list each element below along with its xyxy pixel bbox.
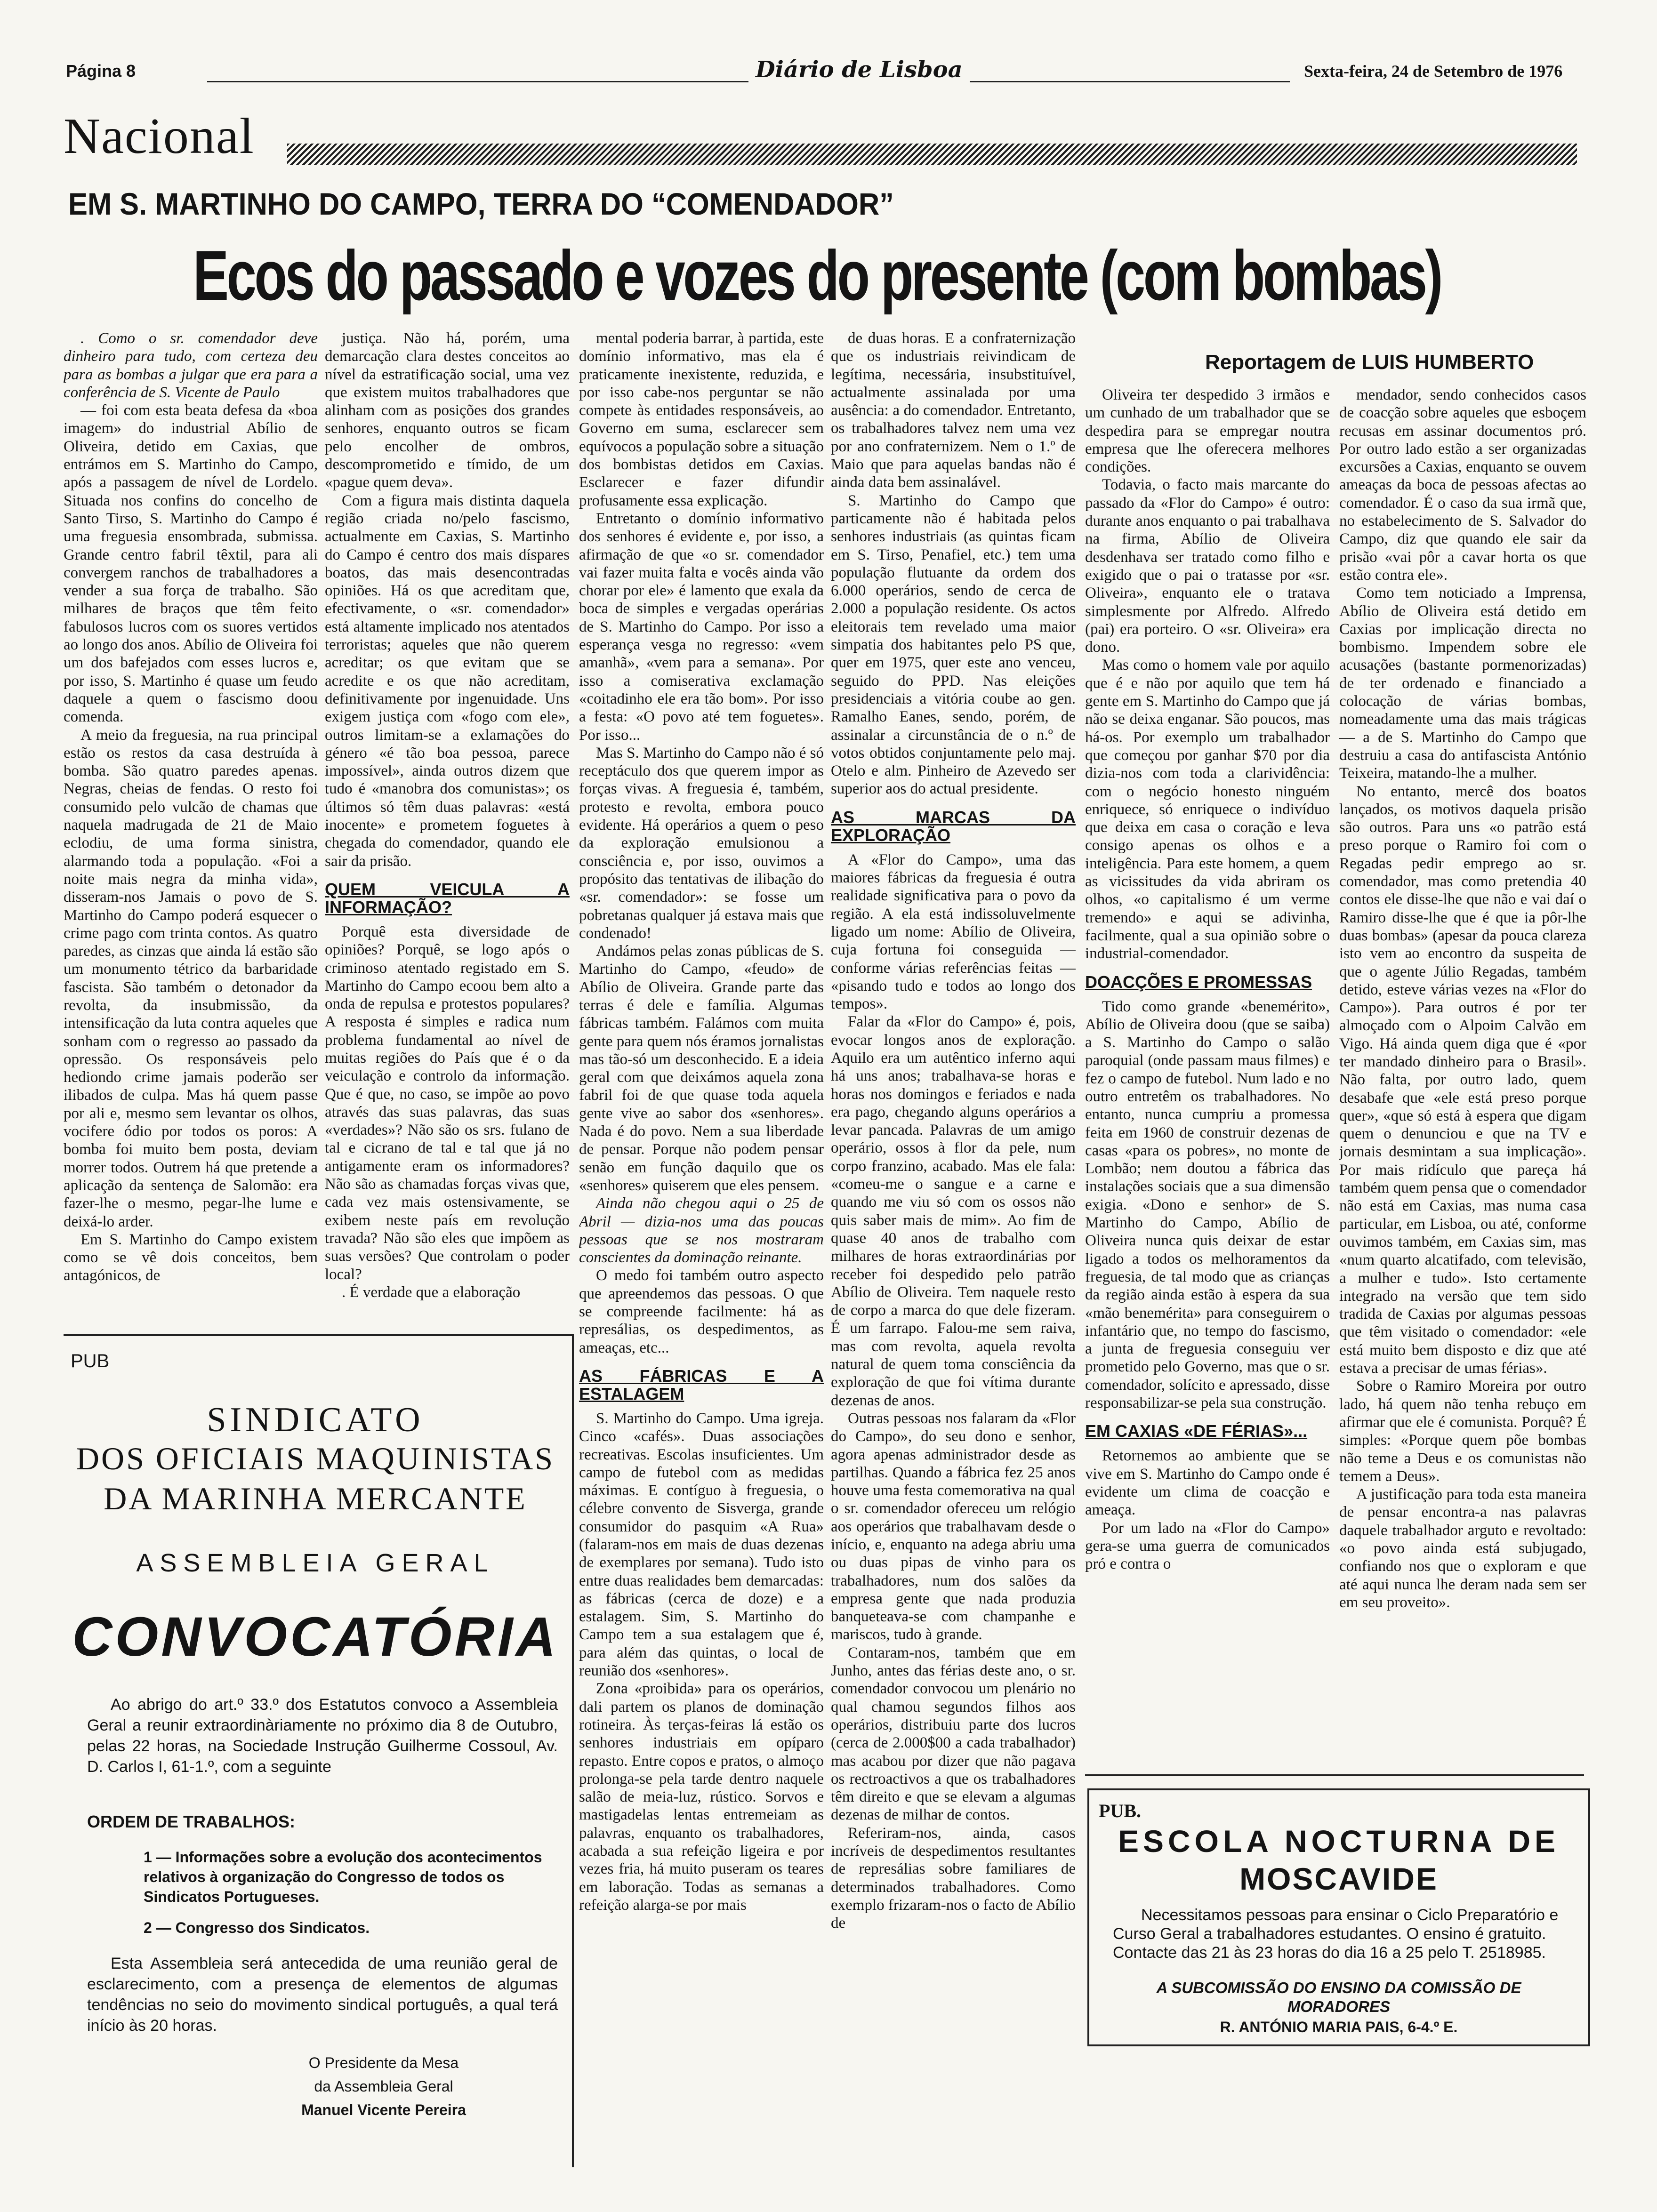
paragraph: Entretanto o domínio informativo dos senhores é evidente e, por isso, a afirmação de que «o sr. comendador vai fazer muita falta e vocês ainda vão chorar por ele» é lamento que exala da boca de simples e vergadas operárias de S. Martinho do Campo. Por isso a esperança vesga no regresso: «vem amanhã», «vem para a semana». Por isso a comiserativa exclamação «coitadinho ele era tão bom». Por isso a festa: «O povo até tem foguetes». Por isso... [579, 510, 824, 744]
paragraph: S. Martinho do Campo que particamente não é habitada pelos senhores industriais (as quintas ficam em S. Tirso, Penafiel, etc.) tem uma população flutuante da ordem dos 6.000 operários, sendo de cerca de 2.000 a população residente. Os actos eleitorais tem revelado uma maior simpatia dos habitantes pelo PS que, quer em 1975, quer este ano venceu, seguido do PPD. Nas eleições presidenciais a vitória coube ao gen. Ramalho Eanes, sendo, porém, de assinalar a circunstância de o n.º de votos obtidos conjuntamente pelo maj. Otelo e alm. Pinheiro de Azevedo ser superior aos do actual presidente. [831, 492, 1076, 798]
column-2 [325, 329, 570, 1318]
paragraph: Com a figura mais distinta daquela região criada no/pelo fascismo, actualmente em Caxias, S. Martinho do Campo é centro dos mais díspares boatos, das mais desencontradas opiniões. Há os que acreditam que, efectivamente, o «sr. comendador» está altamente implicado nos atentados terroristas; aqueles que não querem acreditar; os que evitam que se acredite e os que não acreditam, definitivamente por ingenuidade. Uns exigem justiça com «fogo com ele», outros limitam-se a exlamações do género «é tão boa pessoa, parece impossível», ainda outros dizem que tudo é «manobra dos comunistas»; os últimos só têm duas palavras: «está inocente» e prometem foguetes à chegada do comendador, quando ele sair da prisão. [325, 492, 570, 870]
ad-title: CONVOCATÓRIA [72, 1606, 559, 1668]
ad-tag: PUB [71, 1351, 110, 1371]
ad-tag: PUB. [1099, 1800, 1141, 1821]
ad-body: Necessitamos pessoas para ensinar o Ciclo Preparatório e Curso Geral a trabalhadores estudantes. O ensino é gratuito. Contacte das 21 às 23 horas do dia 16 a 25 pelo T. 2518985. [1113, 1906, 1559, 1962]
paragraph: Zona «proibida» para os operários, dali partem os planos de dominação rotineira. Às terças-feiras lá estão os senhores industriais em opíparo repasto. Entre copos e pratos, o almoço prolonga-se pela tarde dentro naquele salão de meia-luz, rústico. Sorvos e mastigadelas lentas entremeiam as palavras, enquanto os trabalhadores, acabada a sua refeição ligeira e por vezes fria, há muito puseram os teares em laboração. Todas as semanas a refeição alarga-se por mais [579, 1680, 824, 1914]
paragraph: Mas S. Martinho do Campo não é só receptáculo dos que querem impor as forças vivas. A freguesia é, também, protesto e revolta, embora pouco evidente. Há operários a quem o peso da exploração emulsionou a consciência e, por isso, ouvimos a propósito das tentativas de ilibação do «sr. comendador»: se fosse um pobretanas qualquer já estava mais que condenado! [579, 744, 824, 942]
paragraph: mendador, sendo conhecidos casos de coacção sobre aqueles que esboçem recusas em assinar documentos pró. Por outro lado estão a ser organizadas excursões a Caxias, enquanto se ouvem ameaças da boca de pessoas afectas ao comendador. É o caso da sua irmã que, no estabelecimento de S. Salvador do Campo, diz que quando ele sair da prisão «vai pôr a cavar horta os que estão contra ele». [1339, 386, 1586, 584]
ad-title-line-2: MOSCAVIDE [1239, 1861, 1438, 1896]
column-3 [579, 329, 824, 2165]
paragraph: Andámos pelas zonas públicas de S. Martinho do Campo, «feudo» de Abílio de Oliveira. Grande parte das terras é dele e família. Algumas fábricas também. Falámos com muita gente para quem nós éramos jornalistas mas tão-só um desconhecido. E a ideia geral com que deixámos aquela zona fabril foi de que quase toda aquela gente vive ao sabor dos «senhores». Nada é do povo. Nem a sua liberdade de pensar. Porque não podem pensar senão em função daquilo que os «senhores» quiserem que eles pensem. [579, 943, 824, 1194]
paragraph: O medo foi também outro aspecto que apreendemos das pessoas. O que se compreende facilmente: há as represálias, os despedimentos, as ameaças, etc... [579, 1267, 824, 1356]
ad-closing: Esta Assembleia será antecedida de uma reunião geral de esclarecimento, com a presença de elementos de algumas tendências no seio do movimento sindical português, a qual terá início às 20 horas. [87, 1955, 558, 2035]
paragraph: Ainda não chegou aqui o 25 de Abril — dizia-nos uma das poucas pessoas que se nos mostraram conscientes da dominação reinante. [579, 1195, 824, 1266]
column-6 [1339, 386, 1586, 1751]
subheading: EM CAXIAS «DE FÉRIAS»... [1085, 1421, 1308, 1441]
paragraph: justiça. Não há, porém, uma demarcação clara destes conceitos ao nível da estratificação social, uma vez que existem muitos trabalhadores que alinham com as posições dos grandes senhores, enquanto outros se ficam pelo encolher de ombros, descomprometido e tímido, de um «pague quem deva». [325, 330, 570, 491]
column-5-bottom-rule [1085, 1774, 1584, 1776]
paragraph: mental poderia barrar, à partida, este domínio informativo, mas ela é praticamente inexistente, reduzida, e por isso cabe-nos perguntar se não compete às entidades responsáveis, ao Governo em suma, esclarecer sem equívocos a população sobre a situação dos bombistas detidos em Caxias. Esclarecer e fazer difundir profusamente essa explicação. [579, 330, 824, 509]
ad-org-line-3: DA MARINHA MERCANTE [104, 1481, 527, 1516]
byline: Reportagem de LUIS HUMBERTO [1205, 351, 1534, 374]
paragraph: Falar da «Flor do Campo» é, pois, evocar longos anos de exploração. Aquilo era um autêntico inferno aqui há uns anos; trabalhava-se horas e horas nos domingos e feriados e nada era pago, chegando alguns operários a levar pancada. Palavras de um amigo operário, ossos à flor da pele, num corpo franzino, acabado. Mas ele fala: «comeu-me o sangue e a carne e quando me viu só com os ossos não quis saber mais de mim». Ao fim de quase 40 anos de trabalho com milhares de horas extraordinárias por receber foi despedido pelo patrão Abílio de Oliveira. Tem naquele resto de corpo a marca do que dele fizeram. É um farrapo. Falou-me sem raiva, mas com revolta, aquela revolta natural de quem toma consciência da exploração de que foi vítima durante dezenas de anos. [831, 1013, 1076, 1409]
header-rule-left [207, 81, 748, 82]
ad-org-line-1: SINDICATO [207, 1401, 424, 1439]
escola-ad [1087, 1788, 1590, 2046]
paragraph: Em S. Martinho do Campo existem como se vê dois conceitos, bem antagónicos, de [64, 1231, 318, 1284]
ad-agenda-item: 1 — Informações sobre a evolução dos acontecimentos relativos à organização do Congresso de todos os Sindicatos Portugueses. [144, 1849, 542, 1905]
page-number: Página 8 [66, 61, 136, 80]
section-hatch-band [287, 144, 1577, 165]
paragraph: Outras pessoas nos falaram da «Flor do Campo», do seu dono e senhor, agora apenas administrador desde as partilhas. Quando a fábrica fez 25 anos houve uma festa comemorativa na qual o sr. comendador ofereceu um relógio aos operários que trabalhavam desde o início, e, enquanto na adega abriu uma ou duas pipas de vinho para os trabalhadores, num dos salões da empresa gente que nada produzia banqueteava-se com champanhe e mariscos, tudo à grande. [831, 1410, 1076, 1643]
ad-signature-line: O Presidente da Mesa [308, 2054, 459, 2071]
paragraph: Sobre o Ramiro Moreira por outro lado, há quem não tenha rebuço em afirmar que ele é comunista. Porquê? É simples: «Porque quem põe bombas não teme a Deus e os comunistas não temem a Deus». [1339, 1378, 1586, 1485]
paragraph: Tido como grande «benemérito», Abílio de Oliveira doou (que se saiba) a S. Martinho do Campo o salão paroquial (onde passam maus filmes) e fez o campo de futebol. Num lado e no outro entretêm os trabalhadores. No entanto, nunca cumpriu a promessa feita em 1960 de construir dezenas de casas «para os pobres», no monte de Lombão; nem doutou a fábrica das instalações sociais que a sua dimensão exigia. «Dono e senhor» de S. Martinho do Campo, Abílio de Oliveira nunca quis deixar de estar ligado a todos os melhoramentos da freguesia, de tal modo que as crianças da região ainda estão à espera da sua «mão benemérita» para conseguirem o infantário que, no tempo do fascismo, a junta de freguesia conseguiu ver prometido pelo Governo, mas que o sr. comendador, solícito e apressado, disse responsabilizar-se pela sua construção. [1085, 998, 1330, 1412]
article-headline: Ecos do passado e vozes do presente (com bombas) [193, 236, 1441, 315]
subheading: AS MARCAS DA EXPLORAÇÃO [831, 807, 1076, 845]
article-kicker: EM S. MARTINHO DO CAMPO, TERRA DO “COMENDADOR” [68, 186, 894, 221]
ad-side-rule [572, 1334, 574, 2167]
lead-paragraph: . Como o sr. comendador deve dinheiro para tudo, com certeza deu para as bombas a julgar que era para a conferência de S. Vicente de Paulo [64, 330, 318, 401]
paragraph: Como tem noticiado a Imprensa, Abílio de Oliveira está detido em Caxias por implicação directa no bombismo. Impendem sobre ele acusações (bastante pormenorizadas) de ter ordenado e financiado a colocação de várias bombas, nomeadamente uma das mais trágicas — a de S. Martinho do Campo que destruiu a casa do antifascista António Teixeira, matando-lhe a mulher. [1339, 585, 1586, 782]
paragraph: Por um lado na «Flor do Campo» gera-se uma guerra de comunicados pró e contra o [1085, 1519, 1330, 1573]
subheading: QUEM VEICULA A INFORMAÇÃO? [325, 879, 570, 917]
ad-organisation: A SUBCOMISSÃO DO ENSINO DA COMISSÃO DE MORADORES [1156, 1979, 1521, 2015]
paragraph: Todavia, o facto mais marcante do passado da «Flor do Campo» é outro: durante anos enquanto o pai trabalhava na firma, Abílio de Oliveira desdenhava ser tratado como filho e exigido que o pai o tratasse por «sr. Oliveira», enquanto ele o tratava simplesmente por Alfredo. Alfredo (pai) era porteiro. O «sr. Oliveira» era dono. [1085, 476, 1330, 656]
column-4 [831, 329, 1076, 2165]
ad-org-line-2: DOS OFICIAIS MAQUINISTAS [76, 1441, 555, 1476]
paragraph: A justificação para toda esta maneira de pensar encontra-a nas palavras daquele trabalhador arguto e revoltado: «o povo ainda está subjugado, confiando nos que o exploram e que até aqui nunca lhe deram nada sem ser em seu proveito». [1339, 1486, 1586, 1611]
paragraph: Retornemos ao ambiente que se vive em S. Martinho do Campo onde é evidente um clima de coacção e ameaça. [1085, 1447, 1330, 1519]
page-date: Sexta-feira, 24 de Setembro de 1976 [1304, 62, 1563, 80]
paragraph: A «Flor do Campo», uma das maiores fábricas da freguesia é outra realidade significativa para o povo da região. A ela está indissoluvelmente ligado um nome: Abílio de Oliveira, cuja fortuna foi conseguida — conforme várias referências feitas — «pisando tudo e todos ao longo dos tempos». [831, 851, 1076, 1013]
paragraph: Mas como o homem vale por aquilo que é e não por aquilo que tem há gente em S. Martinho do Campo que já não se deixa enganar. São poucos, mas há-os. Por exemplo um trabalhador que começou por ganhar $70 por dia dizia-nos com toda a clarividência: com o negócio honesto ninguém enriquece, só enriquece o indivíduo que deixa em casa o coração e leva consigo apenas os olhos e a inteligência. Para este homem, a quem as vicissitudes da vida abriram os olhos, «o capitalismo é um verme tremendo» e aqui se adivinha, facilmente, qual a sua opinião sobre o industrial-comendador. [1085, 657, 1330, 962]
sindicato-ad [64, 1341, 567, 2170]
paragraph: S. Martinho do Campo. Uma igreja. Cinco «cafés». Duas associações recreativas. Escolas insuficientes. Um campo de futebol com as medidas máximas. E contíguo à freguesia, o célebre convento de Sisverga, grande consumidor do pasquim «A Rua» (falaram-nos em mais de duas dezenas de exemplares por semana). Tudo isto entre duas realidades bem demarcadas: as fábricas (cerca de doze) e a estalagem. Sim, S. Martinho do Campo tem a sua estalagem que é, para além das quintas, o local de reunião dos «senhores». [579, 1410, 824, 1680]
paragraph: — foi com esta beata defesa da «boa imagem» do industrial Abílio de Oliveira, detido em Caxias, que entrámos em S. Martinho do Campo, após a passagem de nível de Lordelo. Situada nos confins do concelho de Santo Tirso, S. Martinho do Campo é uma freguesia ensombrada, submissa. Grande centro fabril têxtil, para ali convergem ranchos de trabalhadores a vender a sua força de trabalho. São milhares de braços que têm feito fabulosos lucros com os suores vertidos ao longo dos anos. Abílio de Oliveira foi um dos bafejados com esses lucros e, por isso, S. Martinho é quase um feudo daquele a quem o fascismo doou comenda. [64, 402, 318, 726]
header-rule-right [970, 81, 1290, 82]
ad-signature-name: Manuel Vicente Pereira [301, 2101, 466, 2118]
ad-signature-line: da Assembleia Geral [314, 2078, 453, 2095]
ad-agenda-title: ORDEM DE TRABALHOS: [87, 1812, 295, 1831]
paragraph: Porquê esta diversidade de opiniões? Porquê, se logo após o criminoso atentado registado em S. Martinho do Campo ecoou bem alto a onda de repulsa e protestos populares? A resposta é simples e radica num problema fundamental ao nível de muitas regiões do País que é o da veiculação e controlo da informação. Que é que, no caso, se impõe ao povo através das suas palavras, das suas «verdades»? Não são os srs. fulano de tal e cicrano de tal e tal que já no antigamente eram os informadores? Não são as chamadas forças vivas que, cada vez mais ostensivamente, se exibem neste país em revolução travada? Não são eles que impõem as suas versões? Que controlam o poder local? [325, 923, 570, 1283]
paragraph: Referiram-nos, ainda, casos incríveis de despedimentos resultantes de represálias sobre familiares de determinados trabalhadores. Como exemplo frizaram-nos o facto de Abílio de [831, 1824, 1076, 1932]
ad-top-rule [64, 1334, 572, 1336]
ad-body: Ao abrigo do art.º 33.º dos Estatutos convoco a Assembleia Geral a reunir extraordinàriamente no próximo dia 8 de Outubro, pelas 22 horas, na Sociedade Instrução Guilherme Cossoul, Av. D. Carlos I, 61-1.º, com a seguinte [87, 1696, 558, 1776]
paragraph: Oliveira ter despedido 3 irmãos e um cunhado de um trabalhador que se despedira para se empregar noutra empresa que lhe oferecera melhores condições. [1085, 386, 1330, 476]
ad-address: R. ANTÓNIO MARIA PAIS, 6-4.º E. [1220, 2019, 1458, 2036]
masthead: Diário de Lisboa [756, 56, 963, 83]
ad-assembly: ASSEMBLEIA GERAL [136, 1549, 495, 1577]
column-1 [64, 329, 318, 1318]
subheading: DOACÇÕES E PROMESSAS [1085, 972, 1312, 992]
paragraph: . É verdade que a elaboração [342, 1283, 521, 1301]
subheading: AS FÁBRICAS E A ESTALAGEM [579, 1366, 824, 1403]
paragraph: A meio da freguesia, na rua principal estão os restos da casa destruída à bomba. São quatro paredes apenas. Negras, cheias de fendas. O resto foi consumido pelo vulcão de chamas que naquela madrugada de 21 de Maio eclodiu, de uma forma sinistra, alarmando toda a população. «Foi a noite mais negra da minha vida», disseram-nos Jamais o povo de S. Martinho do Campo poderá esquecer o crime pago com trinta contos. As quatro paredes, as cinzas que ainda lá estão são um monumento tétrico da barbaridade fascista. São também o detonador da revolta, da insubmissão, da intensificação da luta contra aqueles que sonham com o regresso ao passado da opressão. Os responsáveis pelo hediondo crime jamais poderão ser ilibados de culpa. Mas há quem passe por ali e, mesmo sem levantar os olhos, vocifere ódio por todos os poros: A bomba foi muito bem posta, deviam morrer todos. Outrem há que pretende a aplicação da sentença de Salomão: era fazer-lhe o mesmo, pegar-lhe lume e deixá-lo arder. [64, 726, 318, 1230]
section-title: Nacional [64, 108, 255, 164]
ad-agenda-item: 2 — Congresso dos Sindicatos. [144, 1919, 370, 1936]
column-5 [1085, 386, 1330, 1751]
paragraph: Contaram-nos, também que em Junho, antes das férias deste ano, o sr. comendador convocou um plenário no qual chamou segundos filhos aos operários, distribuiu parte dos lucros (cerca de 2.000$00 a cada trabalhador) mas acabou por dizer que não pagava os rectroactivos a que os trabalhadores têm direito e que se elevam a algumas dezenas de milhar de contos. [831, 1644, 1076, 1824]
paragraph: No entanto, mercê dos boatos lançados, os motivos daquela prisão são outros. Para uns «o patrão está preso porque o Ramiro foi com o Regadas pedir emprego ao sr. comendador, mas como pretendia 40 contos ele disse-lhe que não e vai daí o Ramiro disse-lhe que é que ia pôr-lhe duas bombas» (apesar da pouca clareza isto vem ao encontro da suspeita de que o agente Júlio Regadas, também detido, esteve várias vezes na «Flor do Campo»). Para outros é por ter almoçado com o Alpoim Calvão em Vigo. Há ainda quem diga que é «por ter mandado dinheiro para o Brasil». Não falta, por outro lado, quem desabafe que «ele está preso porque quer», «que só está à espera que digam quem o denunciou e que na TV e jornais desmintam a sua implicação». Por mais ridículo que pareça há também quem pensa que o comendador não está em Caxias, mas numa casa particular, em Lisboa, ou até, conforme ouvimos também, em Caxias sim, mas «num quarto alcatifado, com televisão, a mulher e tudo». Isto certamente integrado na versão que tem sido tradida de Caxias por algumas pessoas que têm visitado o comendador: «ele está muito bem disposto e diz que até estava a precisar de umas férias». [1339, 783, 1586, 1377]
paragraph: de duas horas. E a confraternização que os industriais reivindicam de legítima, necessária, insubstituível, actualmente assinalada por uma ausência: a do comendador. Entretanto, os trabalhadores talvez nem uma vez por ano confraternizem. Nem o 1.º de Maio que para aquelas bandas não é ainda data bem assinalável. [831, 330, 1076, 491]
ad-title-line-1: ESCOLA NOCTURNA DE [1118, 1824, 1560, 1859]
